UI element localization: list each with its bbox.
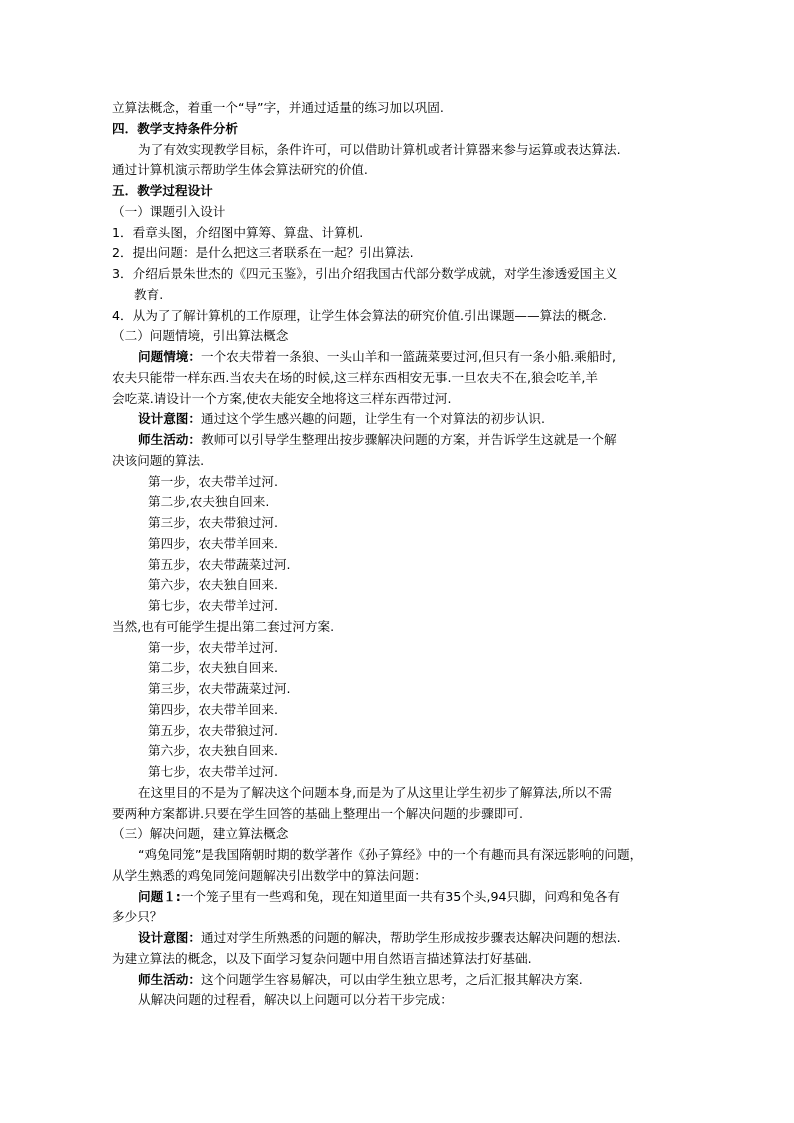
problem-context-line [112, 347, 692, 368]
paragraph-line: 要两种方案都讲.只要在学生回答的基础上整理出一个解决问题的步骤即可. [112, 805, 524, 821]
problem-1-label: 问题１: [138, 888, 181, 904]
problem-context-label: 问题情境： [138, 349, 201, 364]
section-heading-5: 五．教学过程设计 [112, 183, 213, 198]
design-intent-line [112, 928, 692, 949]
teacher-activity-line [112, 430, 692, 451]
problem-1-line [112, 887, 692, 908]
list-item-continuation: 教育. [134, 286, 164, 302]
document-page [112, 98, 692, 1011]
paragraph-line: 从解决问题的过程看，解决以上问题可以分若干步完成： [138, 992, 453, 1008]
design-intent-text: 通过这个学生感兴趣的问题，让学生有一个对算法的初步认识. [200, 411, 546, 427]
list-item: 3．介绍后景朱世杰的《四元玉鉴》，引出介绍我国古代部分数学成就，对学生渗透爱国主义 [112, 266, 618, 281]
plan-b-step: 第五步，农夫带狼过河. [148, 722, 278, 738]
design-intent-label: 设计意图： [138, 411, 201, 427]
design-intent-line [112, 409, 692, 430]
paragraph-line: “鸡兔同笼”是我国隋朝时期的数学著作《孙子算经》中的一个有趣而具有深远影响的问题， [138, 847, 643, 862]
paragraph-line: 在这里目的不是为了解决这个问题本身,而是为了从这里让学生初步了解算法,所以不需 [138, 784, 612, 800]
plan-a-step: 第四步，农夫带羊回来. [148, 535, 278, 551]
problem-context-text: 一个农夫带着一条狼、一头山羊和一篮蔬菜要过河,但只有一条小船.乘船时, [200, 349, 616, 364]
teacher-activity-label: 师生活动： [138, 971, 201, 987]
paragraph-line: 决该问题的算法. [112, 452, 205, 468]
teacher-activity-text: 教师可以引导学生整理出按步骤解决问题的方案，并告诉学生这就是一个解 [200, 432, 617, 447]
paragraph-line: 当然,也有可能学生提出第二套过河方案. [112, 618, 335, 634]
list-item: 2．提出问题：是什么把这三者联系在一起？引出算法. [112, 245, 414, 261]
plan-b-step: 第六步，农夫独自回来. [148, 743, 278, 759]
teacher-activity-label: 师生活动： [138, 432, 201, 447]
paragraph-line: 从学生熟悉的鸡兔同笼问题解决引出数学中的算法问题： [112, 867, 427, 883]
plan-b-step: 第三步，农夫带蔬菜过河. [148, 681, 291, 696]
subsection-heading-1: （一）课题引入设计 [112, 203, 226, 219]
paragraph-line: 立算法概念，着重一个“导”字，并通过适量的练习加以巩固. [112, 100, 444, 115]
teacher-activity-text: 这个问题学生容易解决，可以由学生独立思考，之后汇报其解决方案. [200, 971, 583, 987]
subsection-heading-3: （三）解决问题，建立算法概念 [112, 826, 289, 842]
plan-a-step: 第七步，农夫带羊过河. [148, 598, 278, 613]
plan-b-step: 第七步，农夫带羊过河. [148, 764, 278, 779]
paragraph-line: 多少只？ [112, 909, 163, 925]
problem-1-text: 一个笼子里有一些鸡和兔，现在知道里面一共有35个头,94只脚，问鸡和兔各有 [180, 888, 620, 904]
plan-b-step: 第二步，农夫独自回来. [148, 660, 278, 676]
plan-a-step: 第五步，农夫带蔬菜过河. [148, 556, 291, 572]
list-item: 1．看章头图，介绍图中算筹、算盘、计算机. [112, 224, 364, 240]
plan-a-step: 第三步，农夫带狼过河. [148, 515, 278, 530]
plan-a-step: 第一步，农夫带羊过河. [148, 473, 278, 489]
paragraph-line: 为了有效实现教学目标，条件许可，可以借助计算机或者计算器来参与运算或表达算法. [138, 141, 621, 157]
design-intent-label: 设计意图： [138, 930, 201, 945]
paragraph-line: 通过计算机演示帮助学生体会算法研究的价值. [112, 162, 368, 178]
teacher-activity-line [112, 970, 692, 991]
paragraph-line: 会吃菜.请设计一个方案,使农夫能安全地将这三样东西带过河. [112, 390, 452, 406]
list-item: 4．从为了了解计算机的工作原理，让学生体会算法的研究价值.引出课题——算法的概念. [112, 307, 607, 323]
design-intent-text: 通过对学生所熟悉的问题的解决，帮助学生形成按步骤表达解决问题的想法. [200, 930, 621, 945]
plan-a-step: 第六步，农夫独自回来. [148, 577, 278, 593]
paragraph-line: 农夫只能带一样东西.当农夫在场的时候,这三样东西相安无事.一旦农夫不在,狼会吃羊,羊 [112, 369, 598, 385]
plan-a-step: 第二步,农夫独自回来. [148, 494, 270, 510]
plan-b-step: 第四步，农夫带羊回来. [148, 701, 278, 717]
subsection-heading-2: （二）问题情境，引出算法概念 [112, 328, 289, 344]
paragraph-line: 为建立算法的概念，以及下面学习复杂问题中用自然语言描述算法打好基础. [112, 950, 532, 966]
section-heading-4: 四．教学支持条件分析 [112, 120, 238, 136]
plan-b-step: 第一步，农夫带羊过河. [148, 639, 278, 655]
